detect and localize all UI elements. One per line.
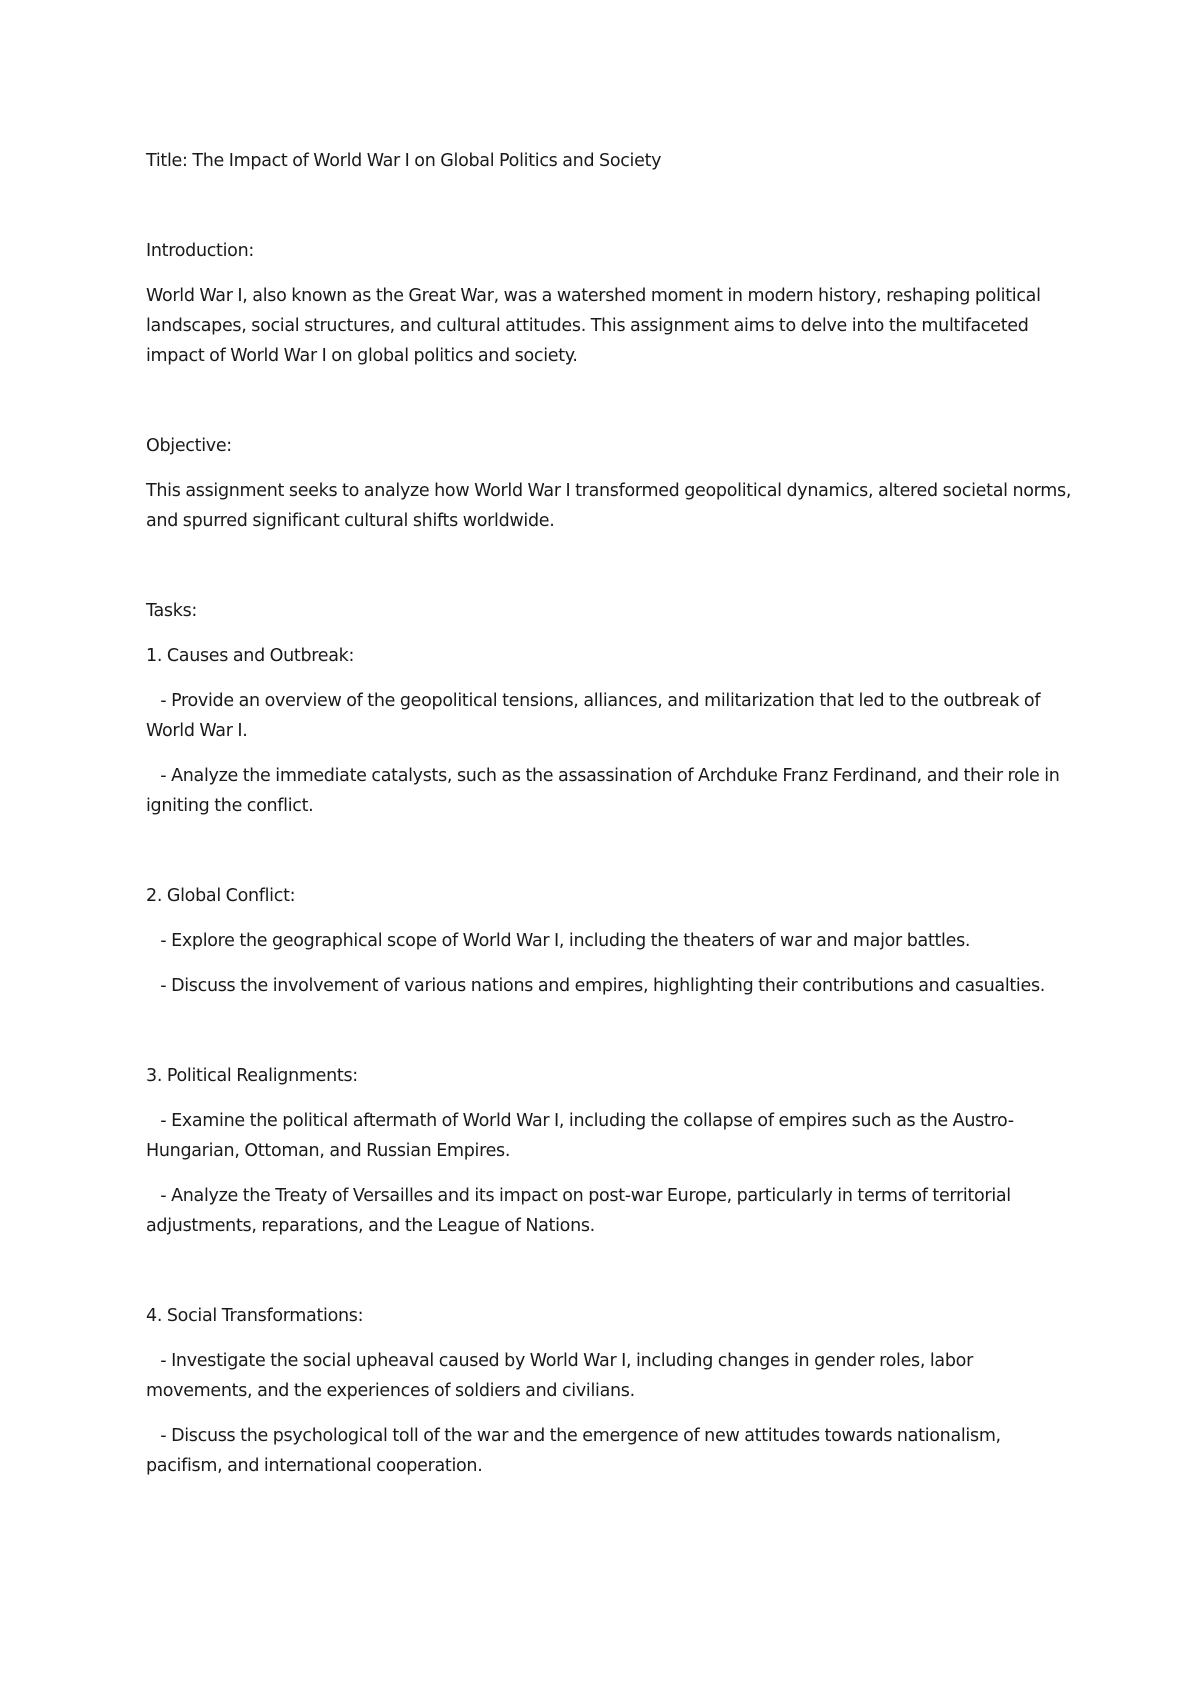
objective-heading: Objective: (146, 436, 232, 456)
objective-paragraph: This assignment seeks to analyze how World War I transformed geopolitical dynamics, altered societal norms, and spurred significant cultural shifts worldwide. (146, 481, 1072, 531)
document-body (146, 146, 1076, 1481)
task-bullet: - Discuss the involvement of various nations and empires, highlighting their contributions and casualties. (146, 976, 1046, 996)
introduction-paragraph: World War I, also known as the Great War, was a watershed moment in modern history, reshaping political landscapes, social structures, and cultural attitudes. This assignment aims to delve into the multifaceted impact of World War I on global politics and society. (146, 286, 1041, 366)
task-heading: 2. Global Conflict: (146, 886, 296, 906)
task-bullet: - Discuss the psychological toll of the war and the emergence of new attitudes towards nationalism, pacifism, and international cooperation. (146, 1426, 1006, 1476)
task-bullet: - Explore the geographical scope of World War I, including the theaters of war and major battles. (146, 931, 971, 951)
task-heading: 3. Political Realignments: (146, 1066, 358, 1086)
tasks-heading: Tasks: (146, 601, 197, 621)
task-heading: 4. Social Transformations: (146, 1306, 364, 1326)
introduction-heading: Introduction: (146, 241, 254, 261)
task-bullet: - Investigate the social upheaval caused by World War I, including changes in gender roles, labor movements, and the experiences of soldiers and civilians. (146, 1351, 978, 1401)
task-bullet: - Provide an overview of the geopolitical tensions, alliances, and militarization that led to the outbreak of World War I. (146, 691, 1045, 741)
task-bullet: - Analyze the immediate catalysts, such as the assassination of Archduke Franz Ferdinand, and their role in igniting the conflict. (146, 766, 1065, 816)
task-heading: 1. Causes and Outbreak: (146, 646, 355, 666)
task-bullet: - Analyze the Treaty of Versailles and its impact on post-war Europe, particularly in terms of territorial adjustments, reparations, and the League of Nations. (146, 1186, 1016, 1236)
task-bullet: - Examine the political aftermath of World War I, including the collapse of empires such as the Austro-Hungarian, Ottoman, and Russian Empires. (146, 1111, 1014, 1161)
document-title: Title: The Impact of World War I on Global Politics and Society (146, 151, 662, 171)
